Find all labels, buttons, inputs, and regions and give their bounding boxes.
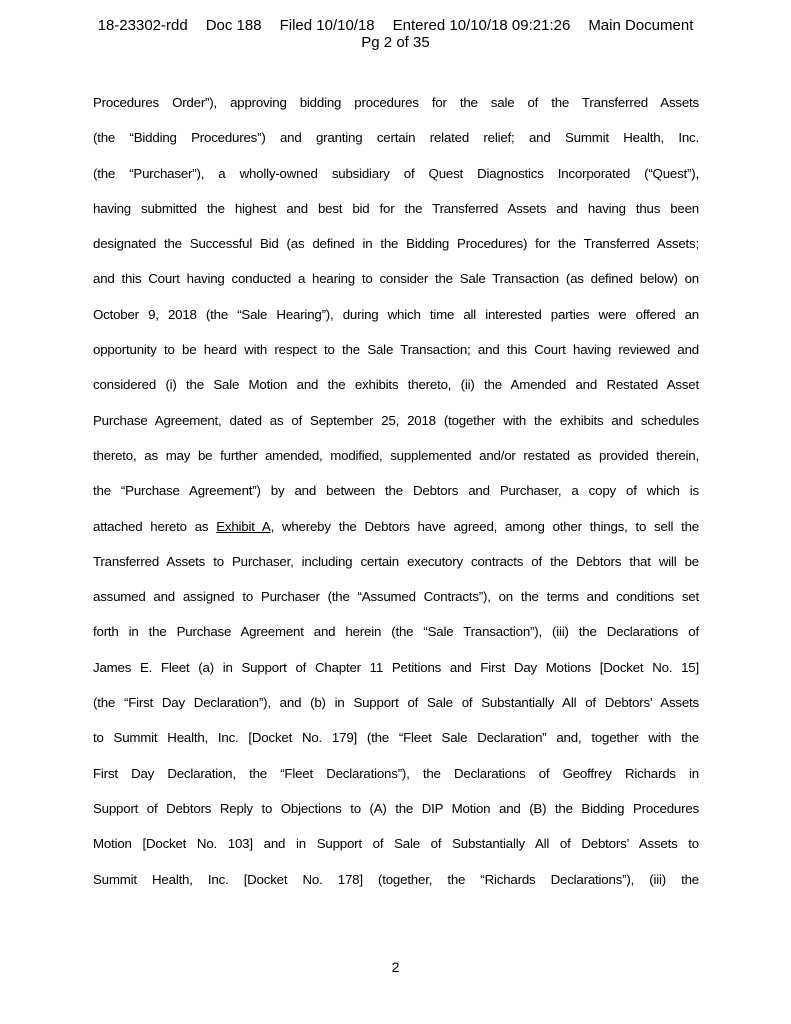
body-line: Summit Health, Inc. [Docket No. 178] (together, the “Richards Declarations”), (iii) the [93, 871, 699, 887]
body-line: (the “Purchaser”), a wholly-owned subsidiary of Quest Diagnostics Incorporated (“Quest”), [93, 165, 699, 181]
body-line: Support of Debtors Reply to Objections to (A) the DIP Motion and (B) the Bidding Procedures [93, 800, 699, 816]
body-line: October 9, 2018 (the “Sale Hearing”), during which time all interested parties were offered an [93, 306, 699, 322]
body-line: Motion [Docket No. 103] and in Support of Sale of Substantially All of Debtors’ Assets to [93, 836, 699, 852]
body-line: (the “First Day Declaration”), and (b) in Support of Sale of Substantially All of Debtors’ Assets [93, 695, 699, 711]
body-line: Transferred Assets to Purchaser, including certain executory contracts of the Debtors that will be [93, 553, 699, 569]
body-line [93, 516, 699, 551]
body-line: forth in the Purchase Agreement and herein (the “Sale Transaction”), (iii) the Declarations of [93, 624, 699, 640]
document-body [93, 92, 699, 904]
docket-header-line [0, 17, 791, 34]
body-line: First Day Declaration, the “Fleet Declarations”), the Declarations of Geoffrey Richards in [93, 765, 699, 781]
body-line-segment: attached hereto as [93, 518, 217, 534]
body-line: opportunity to be heard with respect to the Sale Transaction; and this Court having reviewed and [93, 342, 699, 358]
entered-date: Entered 10/10/18 09:21:26 [392, 17, 571, 34]
body-line: having submitted the highest and best bid for the Transferred Assets and having thus been [93, 200, 699, 216]
body-line: and this Court having conducted a hearing to consider the Sale Transaction (as defined below) on [93, 271, 699, 287]
body-line: to Summit Health, Inc. [Docket No. 179] (the “Fleet Sale Declaration” and, together with the [93, 730, 699, 746]
body-line-segment: , whereby the Debtors have agreed, among other things, to sell the [270, 518, 699, 534]
doc-number: Doc 188 [205, 17, 262, 34]
body-line: (the “Bidding Procedures”) and granting certain related relief; and Summit Health, Inc. [93, 130, 699, 146]
body-line: assumed and assigned to Purchaser (the “Assumed Contracts”), on the terms and conditions set [93, 589, 699, 605]
page-of-count: Pg 2 of 35 [361, 34, 430, 51]
docket-header [0, 17, 791, 51]
body-line: Procedures Order”), approving bidding procedures for the sale of the Transferred Assets [93, 95, 699, 110]
case-number: 18-23302-rdd [97, 17, 188, 34]
exhibit-a-reference: Exhibit A [216, 518, 271, 534]
filed-date: Filed 10/10/18 [279, 17, 375, 34]
body-line: James E. Fleet (a) in Support of Chapter 11 Petitions and First Day Motions [Docket No. 15] [93, 659, 699, 675]
document-type: Main Document [588, 17, 694, 34]
body-line: designated the Successful Bid (as defined in the Bidding Procedures) for the Transferred Assets; [93, 236, 699, 252]
body-line: thereto, as may be further amended, modified, supplemented and/or restated as provided therein, [93, 447, 699, 463]
page-number: 2 [391, 959, 400, 975]
body-line: considered (i) the Sale Motion and the exhibits thereto, (ii) the Amended and Restated Asset [93, 377, 699, 393]
body-line: Purchase Agreement, dated as of September 25, 2018 (together with the exhibits and schedules [93, 412, 699, 428]
body-line: the “Purchase Agreement”) by and between the Debtors and Purchaser, a copy of which is [93, 483, 699, 499]
